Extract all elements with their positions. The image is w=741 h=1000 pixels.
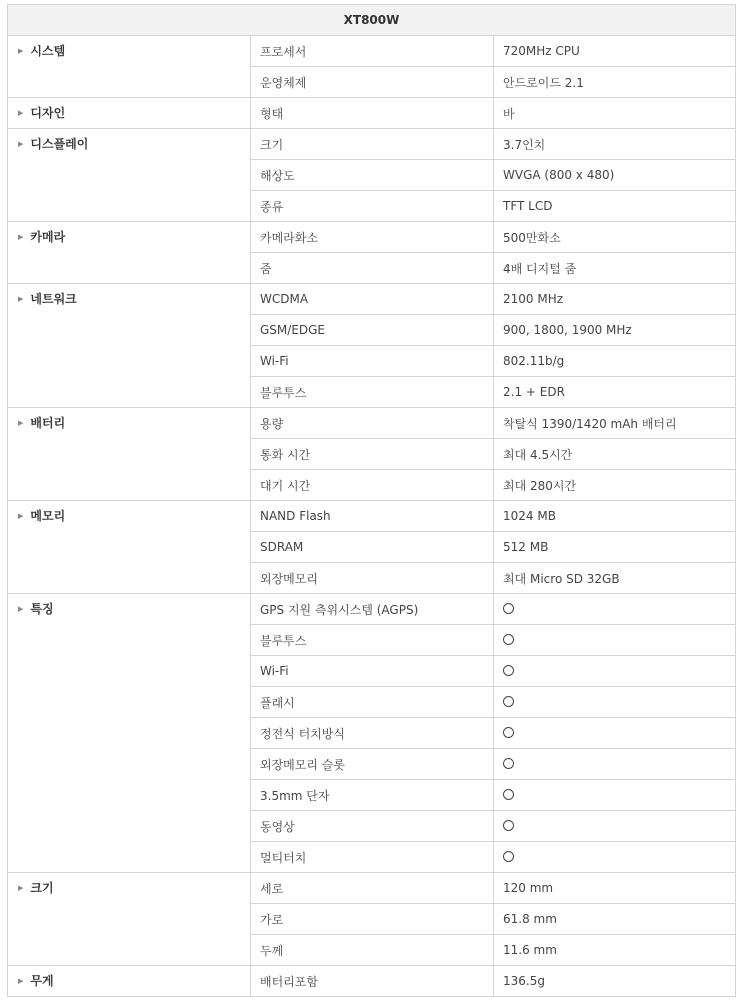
spec-value: 11.6 mm <box>494 935 736 966</box>
category-cell <box>8 36 251 98</box>
category-label: 배터리 <box>30 416 66 430</box>
supported-circle-icon <box>503 789 514 800</box>
spec-item: 플래시 <box>251 687 494 718</box>
category-label: 무게 <box>30 974 54 988</box>
spec-item: GPS 지원 측위시스템 (AGPS) <box>251 594 494 625</box>
spec-value: 최대 280시간 <box>494 470 736 501</box>
spec-value: 2.1 + EDR <box>494 377 736 408</box>
bullet-arrow-icon: ▶ <box>18 884 24 892</box>
spec-value-supported <box>494 842 736 873</box>
spec-value: 안드로이드 2.1 <box>494 67 736 98</box>
spec-item: 용량 <box>251 408 494 439</box>
spec-item: 배터리포함 <box>251 966 494 997</box>
supported-circle-icon <box>503 820 514 831</box>
table-row <box>8 284 736 315</box>
spec-table <box>7 4 736 997</box>
spec-value: 2100 MHz <box>494 284 736 315</box>
spec-item: WCDMA <box>251 284 494 315</box>
spec-value: TFT LCD <box>494 191 736 222</box>
spec-item: 통화 시간 <box>251 439 494 470</box>
spec-value: 512 MB <box>494 532 736 563</box>
spec-item: 정전식 터치방식 <box>251 718 494 749</box>
table-row <box>8 408 736 439</box>
table-row <box>8 129 736 160</box>
supported-circle-icon <box>503 665 514 676</box>
spec-value-supported <box>494 780 736 811</box>
category-cell <box>8 222 251 284</box>
spec-item: 동영상 <box>251 811 494 842</box>
table-row <box>8 98 736 129</box>
supported-circle-icon <box>503 727 514 738</box>
spec-item: 대기 시간 <box>251 470 494 501</box>
spec-value: 최대 4.5시간 <box>494 439 736 470</box>
spec-item: 크기 <box>251 129 494 160</box>
bullet-arrow-icon: ▶ <box>18 109 24 117</box>
spec-item: GSM/EDGE <box>251 315 494 346</box>
spec-value-supported <box>494 718 736 749</box>
spec-value-supported <box>494 811 736 842</box>
table-row <box>8 222 736 253</box>
table-title: XT800W <box>8 5 736 36</box>
table-row <box>8 501 736 532</box>
spec-item: 해상도 <box>251 160 494 191</box>
spec-value: WVGA (800 x 480) <box>494 160 736 191</box>
spec-item: NAND Flash <box>251 501 494 532</box>
spec-value: 120 mm <box>494 873 736 904</box>
bullet-arrow-icon: ▶ <box>18 419 24 427</box>
bullet-arrow-icon: ▶ <box>18 47 24 55</box>
spec-value-supported <box>494 656 736 687</box>
spec-value: 136.5g <box>494 966 736 997</box>
spec-value: 착탈식 1390/1420 mAh 배터리 <box>494 408 736 439</box>
supported-circle-icon <box>503 851 514 862</box>
spec-value: 61.8 mm <box>494 904 736 935</box>
category-label: 메모리 <box>30 509 66 523</box>
bullet-arrow-icon: ▶ <box>18 512 24 520</box>
table-row <box>8 873 736 904</box>
spec-item: 세로 <box>251 873 494 904</box>
supported-circle-icon <box>503 603 514 614</box>
category-label: 크기 <box>30 881 54 895</box>
category-cell <box>8 284 251 408</box>
spec-value-supported <box>494 687 736 718</box>
spec-value-supported <box>494 594 736 625</box>
spec-item: 프로세서 <box>251 36 494 67</box>
category-label: 디자인 <box>30 106 66 120</box>
spec-value-supported <box>494 625 736 656</box>
category-cell <box>8 501 251 594</box>
spec-item: 외장메모리 <box>251 563 494 594</box>
table-row <box>8 36 736 67</box>
spec-item: 형태 <box>251 98 494 129</box>
spec-item: 카메라화소 <box>251 222 494 253</box>
bullet-arrow-icon: ▶ <box>18 233 24 241</box>
bullet-arrow-icon: ▶ <box>18 295 24 303</box>
spec-item: 외장메모리 슬롯 <box>251 749 494 780</box>
bullet-arrow-icon: ▶ <box>18 140 24 148</box>
bullet-arrow-icon: ▶ <box>18 977 24 985</box>
spec-item: Wi-Fi <box>251 346 494 377</box>
table-row <box>8 966 736 997</box>
spec-value: 720MHz CPU <box>494 36 736 67</box>
spec-value: 900, 1800, 1900 MHz <box>494 315 736 346</box>
spec-item: 3.5mm 단자 <box>251 780 494 811</box>
spec-item: 멀티터치 <box>251 842 494 873</box>
bullet-arrow-icon: ▶ <box>18 605 24 613</box>
category-cell <box>8 98 251 129</box>
category-label: 카메라 <box>30 230 66 244</box>
spec-item: 줌 <box>251 253 494 284</box>
title-row <box>8 5 736 36</box>
spec-body <box>8 36 736 997</box>
spec-item: 가로 <box>251 904 494 935</box>
spec-item: 두께 <box>251 935 494 966</box>
table-row <box>8 594 736 625</box>
supported-circle-icon <box>503 634 514 645</box>
spec-item: SDRAM <box>251 532 494 563</box>
category-cell <box>8 873 251 966</box>
spec-value-supported <box>494 749 736 780</box>
spec-value: 최대 Micro SD 32GB <box>494 563 736 594</box>
spec-item: Wi-Fi <box>251 656 494 687</box>
category-cell <box>8 129 251 222</box>
category-label: 시스템 <box>30 44 66 58</box>
spec-value: 802.11b/g <box>494 346 736 377</box>
spec-value: 4배 디지털 줌 <box>494 253 736 284</box>
category-cell <box>8 594 251 873</box>
category-label: 디스플레이 <box>30 137 89 151</box>
category-label: 특징 <box>30 602 54 616</box>
category-cell <box>8 408 251 501</box>
category-cell <box>8 966 251 997</box>
spec-item: 블루투스 <box>251 377 494 408</box>
category-label: 네트워크 <box>30 292 77 306</box>
spec-value: 1024 MB <box>494 501 736 532</box>
spec-item: 블루투스 <box>251 625 494 656</box>
spec-item: 종류 <box>251 191 494 222</box>
spec-value: 500만화소 <box>494 222 736 253</box>
spec-value: 3.7인치 <box>494 129 736 160</box>
supported-circle-icon <box>503 696 514 707</box>
spec-value: 바 <box>494 98 736 129</box>
spec-item: 운영체제 <box>251 67 494 98</box>
supported-circle-icon <box>503 758 514 769</box>
